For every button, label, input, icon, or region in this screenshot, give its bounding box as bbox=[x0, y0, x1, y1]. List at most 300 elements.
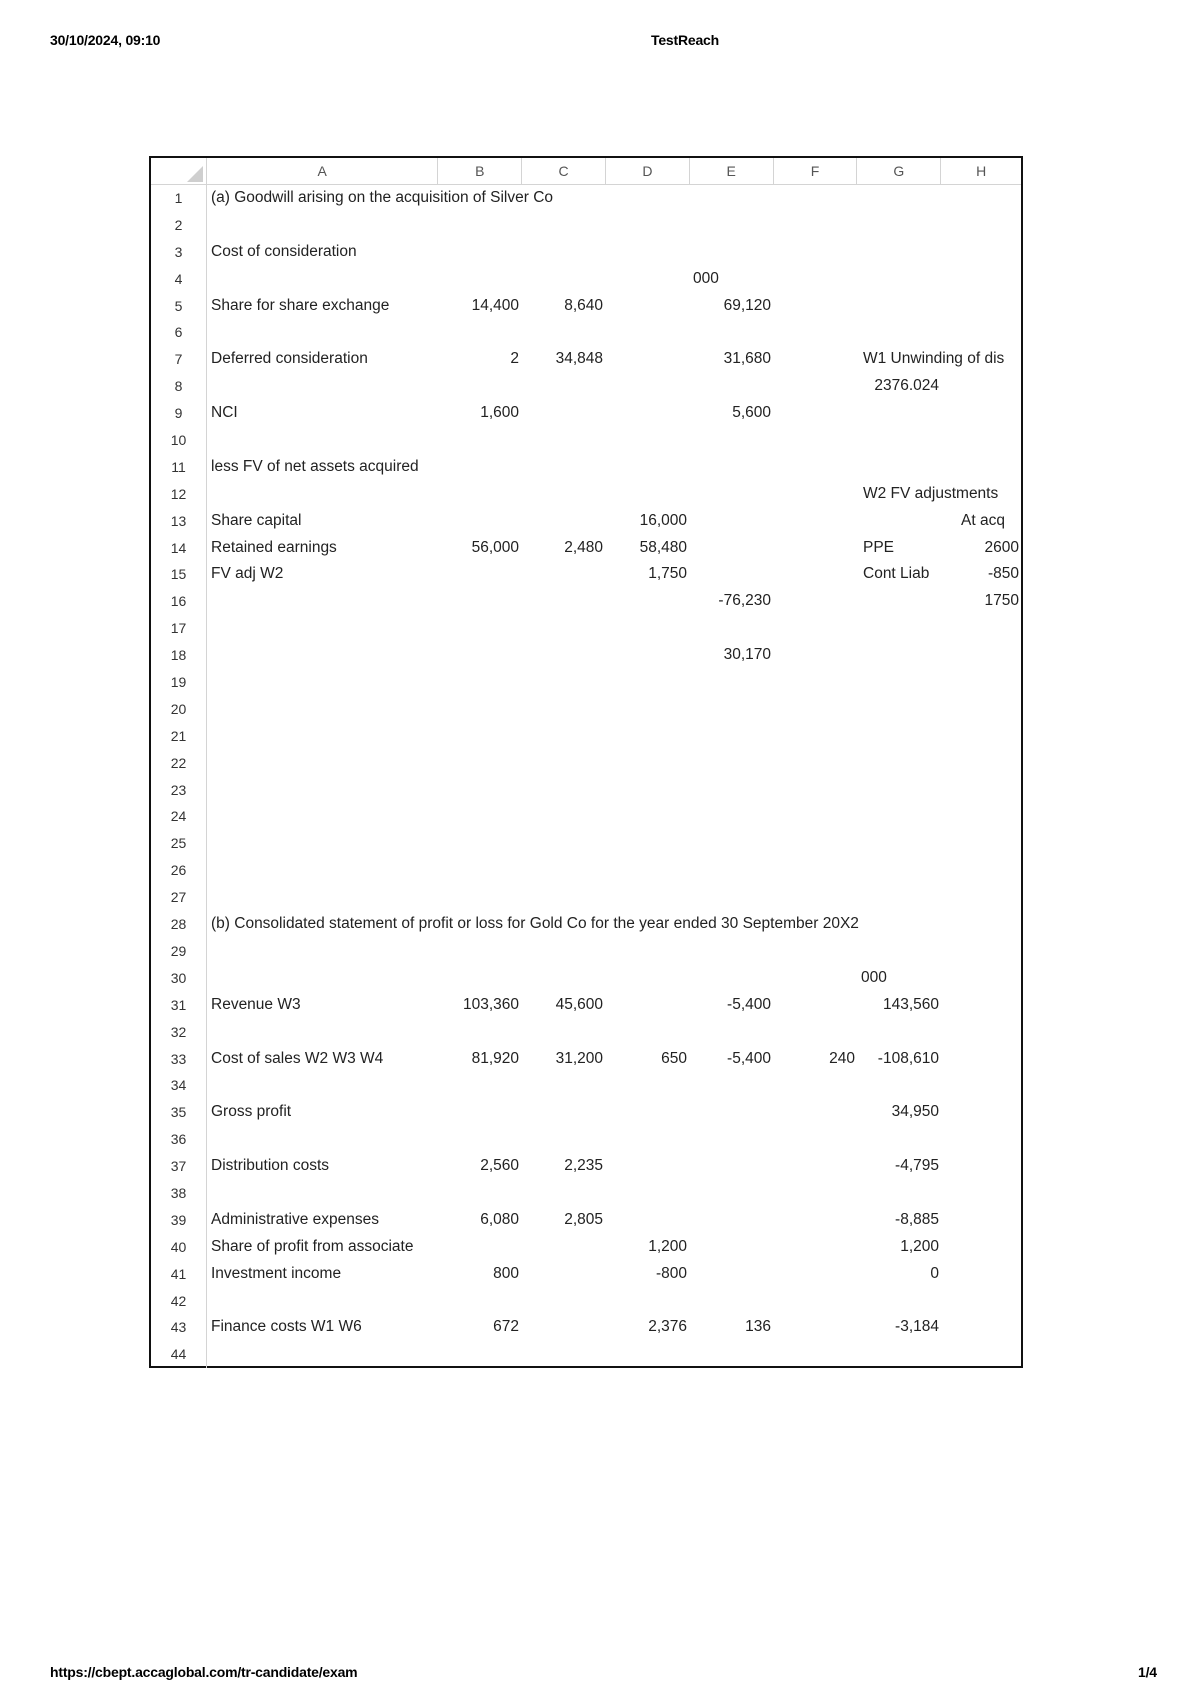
cell-f35[interactable] bbox=[775, 1099, 859, 1126]
row-number[interactable]: 26 bbox=[151, 857, 207, 884]
cell-f32[interactable] bbox=[775, 1019, 859, 1046]
cell-a16[interactable] bbox=[207, 588, 439, 615]
cell-d23[interactable] bbox=[607, 777, 691, 804]
cell-g8[interactable]: 2376.024 bbox=[874, 377, 939, 395]
cell-a26[interactable] bbox=[207, 857, 439, 884]
cell-e5[interactable]: 69,120 bbox=[723, 296, 771, 314]
cell-c25[interactable] bbox=[523, 830, 607, 857]
cell-f20[interactable] bbox=[775, 696, 859, 723]
cell-h20[interactable] bbox=[943, 696, 1023, 723]
cell-g39[interactable]: -8,885 bbox=[895, 1210, 939, 1228]
row-number[interactable]: 1 bbox=[151, 185, 207, 212]
cell-d26[interactable] bbox=[607, 857, 691, 884]
cell-d15[interactable]: 1,750 bbox=[648, 565, 687, 583]
cell-a33[interactable]: Cost of sales W2 W3 W4 bbox=[211, 1049, 384, 1067]
row-number[interactable]: 8 bbox=[151, 373, 207, 400]
cell-f36[interactable] bbox=[775, 1126, 859, 1153]
cell-a31[interactable]: Revenue W3 bbox=[211, 995, 301, 1013]
cell-f33[interactable]: 240 bbox=[829, 1049, 855, 1067]
cell-c40[interactable] bbox=[523, 1234, 607, 1261]
cell-c5[interactable]: 8,640 bbox=[564, 296, 603, 314]
cell-b13[interactable] bbox=[439, 508, 523, 535]
cell-a41[interactable]: Investment income bbox=[211, 1264, 342, 1282]
cell-b9[interactable]: 1,600 bbox=[480, 404, 519, 422]
cell-a17[interactable] bbox=[207, 615, 439, 642]
cell-a37[interactable]: Distribution costs bbox=[211, 1157, 330, 1175]
cell-e31[interactable]: -5,400 bbox=[727, 995, 771, 1013]
cell-b20[interactable] bbox=[439, 696, 523, 723]
cell-e37[interactable] bbox=[691, 1153, 775, 1180]
cell-b8[interactable] bbox=[439, 373, 523, 400]
cell-g37[interactable]: -4,795 bbox=[895, 1157, 939, 1175]
cell-c24[interactable] bbox=[523, 803, 607, 830]
cell-h42[interactable] bbox=[943, 1288, 1023, 1315]
cell-a34[interactable] bbox=[207, 1072, 439, 1099]
cell-h4[interactable] bbox=[943, 266, 1023, 293]
cell-c34[interactable] bbox=[523, 1072, 607, 1099]
cell-g10[interactable] bbox=[859, 427, 943, 454]
cell-c15[interactable] bbox=[523, 561, 607, 588]
row-number[interactable]: 38 bbox=[151, 1180, 207, 1207]
cell-d11[interactable] bbox=[607, 454, 691, 481]
cell-e25[interactable] bbox=[691, 830, 775, 857]
cell-b32[interactable] bbox=[439, 1019, 523, 1046]
cell-a36[interactable] bbox=[207, 1126, 439, 1153]
cell-d16[interactable] bbox=[607, 588, 691, 615]
cell-f2[interactable] bbox=[775, 212, 859, 239]
cell-b22[interactable] bbox=[439, 750, 523, 777]
cell-c12[interactable] bbox=[523, 481, 607, 508]
cell-f29[interactable] bbox=[775, 938, 859, 965]
row-number[interactable]: 3 bbox=[151, 239, 207, 266]
cell-a15[interactable]: FV adj W2 bbox=[211, 565, 284, 583]
cell-a5[interactable]: Share for share exchange bbox=[211, 296, 390, 314]
cell-a42[interactable] bbox=[207, 1288, 439, 1315]
row-number[interactable]: 9 bbox=[151, 400, 207, 427]
cell-g30[interactable]: 000 bbox=[861, 968, 887, 986]
cell-a24[interactable] bbox=[207, 803, 439, 830]
cell-g36[interactable] bbox=[859, 1126, 943, 1153]
cell-e3[interactable] bbox=[691, 239, 775, 266]
cell-f3[interactable] bbox=[775, 239, 859, 266]
cell-h39[interactable] bbox=[943, 1207, 1023, 1234]
cell-f38[interactable] bbox=[775, 1180, 859, 1207]
cell-a14[interactable]: Retained earnings bbox=[211, 538, 337, 556]
cell-h33[interactable] bbox=[943, 1046, 1023, 1073]
row-number[interactable]: 29 bbox=[151, 938, 207, 965]
cell-f16[interactable] bbox=[775, 588, 859, 615]
cell-f44[interactable] bbox=[775, 1341, 859, 1368]
cell-a7[interactable]: Deferred consideration bbox=[211, 350, 368, 368]
cell-a44[interactable] bbox=[207, 1341, 439, 1368]
cell-d44[interactable] bbox=[607, 1341, 691, 1368]
cell-f1[interactable] bbox=[775, 185, 859, 212]
row-number[interactable]: 6 bbox=[151, 319, 207, 346]
cell-c41[interactable] bbox=[523, 1261, 607, 1288]
cell-g23[interactable] bbox=[859, 777, 943, 804]
row-number[interactable]: 42 bbox=[151, 1288, 207, 1315]
cell-h23[interactable] bbox=[943, 777, 1023, 804]
cell-b3[interactable] bbox=[439, 239, 523, 266]
cell-g12[interactable]: W2 FV adjustments bbox=[863, 484, 999, 502]
cell-e38[interactable] bbox=[691, 1180, 775, 1207]
column-header-h[interactable]: H bbox=[976, 163, 987, 179]
cell-d13[interactable]: 16,000 bbox=[639, 511, 687, 529]
row-number[interactable]: 44 bbox=[151, 1341, 207, 1368]
cell-d29[interactable] bbox=[607, 938, 691, 965]
cell-d10[interactable] bbox=[607, 427, 691, 454]
cell-d37[interactable] bbox=[607, 1153, 691, 1180]
cell-a9[interactable]: NCI bbox=[211, 404, 238, 422]
cell-a19[interactable] bbox=[207, 669, 439, 696]
cell-f6[interactable] bbox=[775, 319, 859, 346]
cell-c8[interactable] bbox=[523, 373, 607, 400]
cell-d38[interactable] bbox=[607, 1180, 691, 1207]
cell-f15[interactable] bbox=[775, 561, 859, 588]
cell-h14[interactable]: 2600 bbox=[984, 538, 1019, 556]
cell-c37[interactable]: 2,235 bbox=[564, 1157, 603, 1175]
cell-g7[interactable]: W1 Unwinding of dis bbox=[863, 350, 1005, 368]
cell-c19[interactable] bbox=[523, 669, 607, 696]
cell-h9[interactable] bbox=[943, 400, 1023, 427]
cell-e20[interactable] bbox=[691, 696, 775, 723]
cell-d9[interactable] bbox=[607, 400, 691, 427]
cell-c42[interactable] bbox=[523, 1288, 607, 1315]
cell-f19[interactable] bbox=[775, 669, 859, 696]
cell-a40[interactable]: Share of profit from associate bbox=[211, 1237, 414, 1255]
cell-f31[interactable] bbox=[775, 992, 859, 1019]
cell-e14[interactable] bbox=[691, 535, 775, 562]
cell-e1[interactable] bbox=[691, 185, 775, 212]
cell-g44[interactable] bbox=[859, 1341, 943, 1368]
cell-c39[interactable]: 2,805 bbox=[564, 1210, 603, 1228]
row-number[interactable]: 32 bbox=[151, 1019, 207, 1046]
row-number[interactable]: 37 bbox=[151, 1153, 207, 1180]
cell-a29[interactable] bbox=[207, 938, 439, 965]
row-number[interactable]: 13 bbox=[151, 508, 207, 535]
row-number[interactable]: 36 bbox=[151, 1126, 207, 1153]
cell-c17[interactable] bbox=[523, 615, 607, 642]
cell-h31[interactable] bbox=[943, 992, 1023, 1019]
cell-c7[interactable]: 34,848 bbox=[555, 350, 603, 368]
cell-a18[interactable] bbox=[207, 642, 439, 669]
cell-g13[interactable] bbox=[859, 508, 943, 535]
cell-e44[interactable] bbox=[691, 1341, 775, 1368]
cell-g26[interactable] bbox=[859, 857, 943, 884]
cell-f37[interactable] bbox=[775, 1153, 859, 1180]
cell-f18[interactable] bbox=[775, 642, 859, 669]
cell-h22[interactable] bbox=[943, 750, 1023, 777]
row-number[interactable]: 31 bbox=[151, 992, 207, 1019]
cell-g15[interactable]: Cont Liab bbox=[863, 565, 930, 583]
cell-a38[interactable] bbox=[207, 1180, 439, 1207]
row-number[interactable]: 20 bbox=[151, 696, 207, 723]
cell-d4[interactable] bbox=[607, 266, 691, 293]
cell-h30[interactable] bbox=[943, 965, 1023, 992]
cell-g31[interactable]: 143,560 bbox=[882, 995, 939, 1013]
cell-g20[interactable] bbox=[859, 696, 943, 723]
cell-g16[interactable] bbox=[859, 588, 943, 615]
cell-a25[interactable] bbox=[207, 830, 439, 857]
cell-h16[interactable]: 1750 bbox=[984, 592, 1019, 610]
cell-d22[interactable] bbox=[607, 750, 691, 777]
cell-g9[interactable] bbox=[859, 400, 943, 427]
cell-g40[interactable]: 1,200 bbox=[900, 1237, 939, 1255]
cell-d19[interactable] bbox=[607, 669, 691, 696]
row-number[interactable]: 39 bbox=[151, 1207, 207, 1234]
row-number[interactable]: 7 bbox=[151, 346, 207, 373]
row-number[interactable]: 22 bbox=[151, 750, 207, 777]
cell-h27[interactable] bbox=[943, 884, 1023, 911]
cell-d20[interactable] bbox=[607, 696, 691, 723]
cell-b30[interactable] bbox=[439, 965, 523, 992]
cell-g1[interactable] bbox=[859, 185, 943, 212]
cell-f14[interactable] bbox=[775, 535, 859, 562]
cell-b21[interactable] bbox=[439, 723, 523, 750]
cell-c44[interactable] bbox=[523, 1341, 607, 1368]
row-number[interactable]: 40 bbox=[151, 1234, 207, 1261]
cell-c9[interactable] bbox=[523, 400, 607, 427]
cell-c2[interactable] bbox=[523, 212, 607, 239]
cell-g5[interactable] bbox=[859, 293, 943, 320]
cell-e42[interactable] bbox=[691, 1288, 775, 1315]
cell-b27[interactable] bbox=[439, 884, 523, 911]
cell-g18[interactable] bbox=[859, 642, 943, 669]
cell-f8[interactable] bbox=[775, 373, 859, 400]
cell-a6[interactable] bbox=[207, 319, 439, 346]
cell-h3[interactable] bbox=[943, 239, 1023, 266]
cell-g27[interactable] bbox=[859, 884, 943, 911]
cell-b35[interactable] bbox=[439, 1099, 523, 1126]
cell-h1[interactable] bbox=[943, 185, 1023, 212]
cell-e32[interactable] bbox=[691, 1019, 775, 1046]
cell-e22[interactable] bbox=[691, 750, 775, 777]
row-number[interactable]: 28 bbox=[151, 911, 207, 938]
cell-e19[interactable] bbox=[691, 669, 775, 696]
cell-h34[interactable] bbox=[943, 1072, 1023, 1099]
cell-d1[interactable] bbox=[607, 185, 691, 212]
cell-b14[interactable]: 56,000 bbox=[471, 538, 519, 556]
cell-g3[interactable] bbox=[859, 239, 943, 266]
cell-b7[interactable]: 2 bbox=[510, 350, 519, 368]
cell-h15[interactable]: -850 bbox=[987, 565, 1019, 583]
cell-g14[interactable]: PPE bbox=[863, 538, 895, 556]
cell-e21[interactable] bbox=[691, 723, 775, 750]
cell-g25[interactable] bbox=[859, 830, 943, 857]
cell-e27[interactable] bbox=[691, 884, 775, 911]
cell-a2[interactable] bbox=[207, 212, 439, 239]
cell-b40[interactable] bbox=[439, 1234, 523, 1261]
column-header-f[interactable]: F bbox=[774, 158, 858, 185]
cell-f30[interactable] bbox=[775, 965, 859, 992]
cell-b18[interactable] bbox=[439, 642, 523, 669]
cell-c21[interactable] bbox=[523, 723, 607, 750]
cell-a11[interactable]: less FV of net assets acquired bbox=[211, 457, 419, 475]
cell-b15[interactable] bbox=[439, 561, 523, 588]
cell-c18[interactable] bbox=[523, 642, 607, 669]
cell-h6[interactable] bbox=[943, 319, 1023, 346]
cell-g29[interactable] bbox=[859, 938, 943, 965]
row-number[interactable]: 34 bbox=[151, 1072, 207, 1099]
cell-c35[interactable] bbox=[523, 1099, 607, 1126]
cell-e36[interactable] bbox=[691, 1126, 775, 1153]
cell-c4[interactable] bbox=[523, 266, 607, 293]
cell-h41[interactable] bbox=[943, 1261, 1023, 1288]
cell-b29[interactable] bbox=[439, 938, 523, 965]
column-header-d[interactable]: D bbox=[606, 158, 690, 185]
cell-e39[interactable] bbox=[691, 1207, 775, 1234]
cell-b12[interactable] bbox=[439, 481, 523, 508]
cell-h2[interactable] bbox=[943, 212, 1023, 239]
cell-g11[interactable] bbox=[859, 454, 943, 481]
cell-h25[interactable] bbox=[943, 830, 1023, 857]
cell-g28[interactable] bbox=[859, 911, 943, 938]
cell-a23[interactable] bbox=[207, 777, 439, 804]
cell-d17[interactable] bbox=[607, 615, 691, 642]
row-number[interactable]: 5 bbox=[151, 293, 207, 320]
cell-f26[interactable] bbox=[775, 857, 859, 884]
cell-d8[interactable] bbox=[607, 373, 691, 400]
cell-c22[interactable] bbox=[523, 750, 607, 777]
cell-b43[interactable]: 672 bbox=[493, 1318, 519, 1336]
cell-a43[interactable]: Finance costs W1 W6 bbox=[211, 1318, 362, 1336]
cell-c16[interactable] bbox=[523, 588, 607, 615]
cell-b2[interactable] bbox=[439, 212, 523, 239]
cell-h44[interactable] bbox=[943, 1341, 1023, 1368]
cell-c13[interactable] bbox=[523, 508, 607, 535]
cell-c20[interactable] bbox=[523, 696, 607, 723]
cell-e24[interactable] bbox=[691, 803, 775, 830]
cell-b37[interactable]: 2,560 bbox=[480, 1157, 519, 1175]
row-number[interactable]: 18 bbox=[151, 642, 207, 669]
cell-h43[interactable] bbox=[943, 1314, 1023, 1341]
cell-e18[interactable]: 30,170 bbox=[723, 646, 771, 664]
cell-f24[interactable] bbox=[775, 803, 859, 830]
cell-b41[interactable]: 800 bbox=[493, 1264, 519, 1282]
cell-d21[interactable] bbox=[607, 723, 691, 750]
cell-e33[interactable]: -5,400 bbox=[727, 1049, 771, 1067]
cell-e16[interactable]: -76,230 bbox=[718, 592, 771, 610]
cell-e11[interactable] bbox=[691, 454, 775, 481]
cell-e4[interactable]: 000 bbox=[693, 269, 719, 287]
cell-b33[interactable]: 81,920 bbox=[471, 1049, 519, 1067]
cell-c43[interactable] bbox=[523, 1314, 607, 1341]
cell-c26[interactable] bbox=[523, 857, 607, 884]
cell-h36[interactable] bbox=[943, 1126, 1023, 1153]
cell-h37[interactable] bbox=[943, 1153, 1023, 1180]
row-number[interactable]: 4 bbox=[151, 266, 207, 293]
column-header-b[interactable]: B bbox=[438, 158, 522, 185]
cell-a39[interactable]: Administrative expenses bbox=[211, 1210, 379, 1228]
cell-a3[interactable]: Cost of consideration bbox=[211, 242, 357, 260]
cell-g43[interactable]: -3,184 bbox=[895, 1318, 939, 1336]
cell-f34[interactable] bbox=[775, 1072, 859, 1099]
cell-f22[interactable] bbox=[775, 750, 859, 777]
cell-g21[interactable] bbox=[859, 723, 943, 750]
cell-f9[interactable] bbox=[775, 400, 859, 427]
cell-g41[interactable]: 0 bbox=[930, 1264, 939, 1282]
cell-e10[interactable] bbox=[691, 427, 775, 454]
cell-d34[interactable] bbox=[607, 1072, 691, 1099]
cell-d40[interactable]: 1,200 bbox=[648, 1237, 687, 1255]
cell-a32[interactable] bbox=[207, 1019, 439, 1046]
cell-f27[interactable] bbox=[775, 884, 859, 911]
cell-f25[interactable] bbox=[775, 830, 859, 857]
cell-e6[interactable] bbox=[691, 319, 775, 346]
cell-e41[interactable] bbox=[691, 1261, 775, 1288]
cell-a1[interactable]: (a) Goodwill arising on the acquisition of Silver Co bbox=[211, 189, 554, 206]
cell-b11[interactable] bbox=[439, 454, 523, 481]
cell-g6[interactable] bbox=[859, 319, 943, 346]
row-number[interactable]: 12 bbox=[151, 481, 207, 508]
cell-d2[interactable] bbox=[607, 212, 691, 239]
cell-c31[interactable]: 45,600 bbox=[555, 995, 603, 1013]
cell-g2[interactable] bbox=[859, 212, 943, 239]
cell-d39[interactable] bbox=[607, 1207, 691, 1234]
cell-c29[interactable] bbox=[523, 938, 607, 965]
cell-f10[interactable] bbox=[775, 427, 859, 454]
cell-d27[interactable] bbox=[607, 884, 691, 911]
cell-c33[interactable]: 31,200 bbox=[555, 1049, 603, 1067]
cell-d35[interactable] bbox=[607, 1099, 691, 1126]
cell-h35[interactable] bbox=[943, 1099, 1023, 1126]
cell-a13[interactable]: Share capital bbox=[211, 511, 302, 529]
cell-g34[interactable] bbox=[859, 1072, 943, 1099]
cell-h32[interactable] bbox=[943, 1019, 1023, 1046]
cell-h19[interactable] bbox=[943, 669, 1023, 696]
select-all-corner[interactable] bbox=[151, 158, 207, 185]
cell-g17[interactable] bbox=[859, 615, 943, 642]
cell-d14[interactable]: 58,480 bbox=[639, 538, 687, 556]
cell-e9[interactable]: 5,600 bbox=[732, 404, 771, 422]
cell-f23[interactable] bbox=[775, 777, 859, 804]
cell-e13[interactable] bbox=[691, 508, 775, 535]
cell-e2[interactable] bbox=[691, 212, 775, 239]
row-number[interactable]: 30 bbox=[151, 965, 207, 992]
cell-a30[interactable] bbox=[207, 965, 439, 992]
cell-d42[interactable] bbox=[607, 1288, 691, 1315]
row-number[interactable]: 14 bbox=[151, 535, 207, 562]
cell-f43[interactable] bbox=[775, 1314, 859, 1341]
cell-h28[interactable] bbox=[943, 911, 1023, 938]
cell-d7[interactable] bbox=[607, 346, 691, 373]
cell-g22[interactable] bbox=[859, 750, 943, 777]
cell-d18[interactable] bbox=[607, 642, 691, 669]
cell-h17[interactable] bbox=[943, 615, 1023, 642]
cell-b31[interactable]: 103,360 bbox=[462, 995, 519, 1013]
cell-f41[interactable] bbox=[775, 1261, 859, 1288]
cell-h5[interactable] bbox=[943, 293, 1023, 320]
cell-d43[interactable]: 2,376 bbox=[648, 1318, 687, 1336]
cell-c32[interactable] bbox=[523, 1019, 607, 1046]
row-number[interactable]: 11 bbox=[151, 454, 207, 481]
cell-d25[interactable] bbox=[607, 830, 691, 857]
cell-e34[interactable] bbox=[691, 1072, 775, 1099]
cell-e30[interactable] bbox=[691, 965, 775, 992]
column-header-g[interactable]: G bbox=[857, 158, 941, 185]
cell-e23[interactable] bbox=[691, 777, 775, 804]
cell-c10[interactable] bbox=[523, 427, 607, 454]
cell-b24[interactable] bbox=[439, 803, 523, 830]
row-number[interactable]: 19 bbox=[151, 669, 207, 696]
cell-a35[interactable]: Gross profit bbox=[211, 1103, 292, 1121]
cell-a10[interactable] bbox=[207, 427, 439, 454]
cell-b42[interactable] bbox=[439, 1288, 523, 1315]
cell-b36[interactable] bbox=[439, 1126, 523, 1153]
cell-g42[interactable] bbox=[859, 1288, 943, 1315]
cell-h10[interactable] bbox=[943, 427, 1023, 454]
cell-f12[interactable] bbox=[775, 481, 859, 508]
